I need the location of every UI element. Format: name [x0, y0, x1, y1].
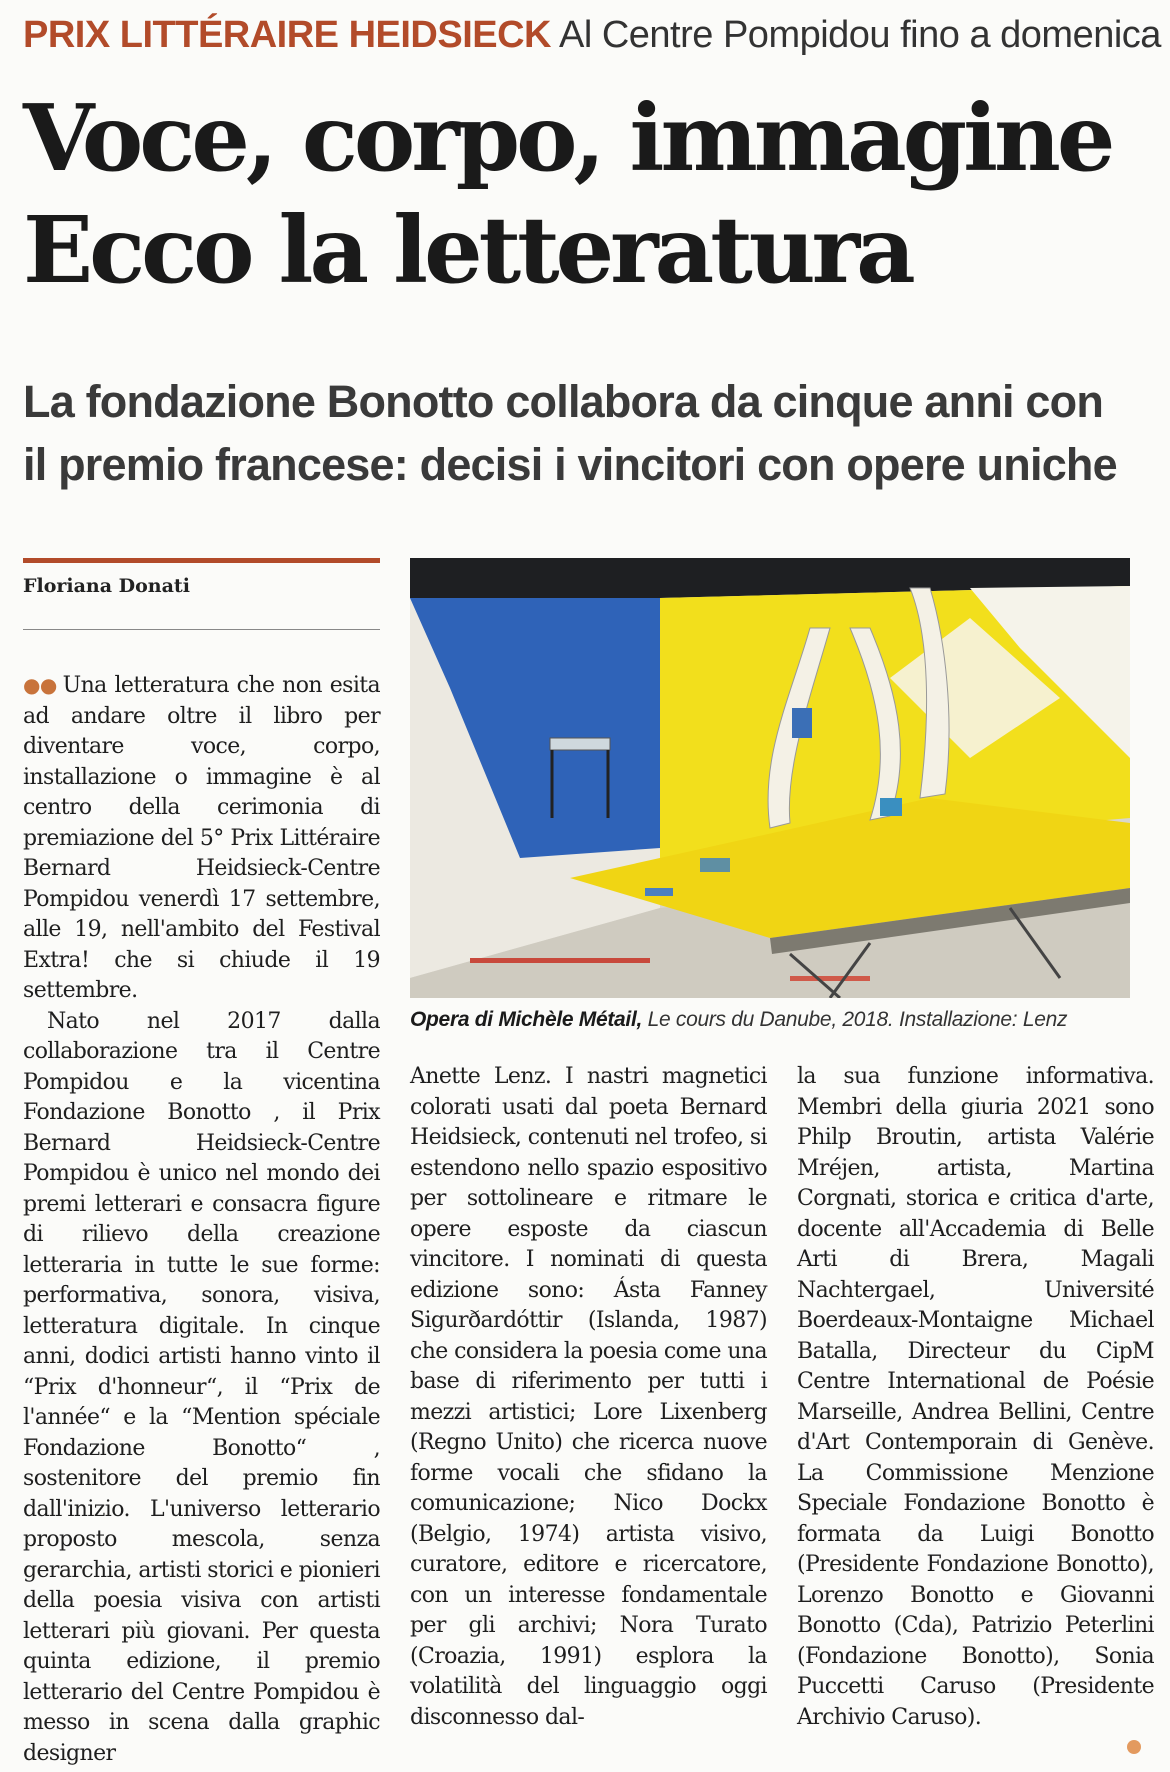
lead-dots-icon: ●●: [23, 673, 57, 697]
caption-credit: Opera di Michèle Métail,: [410, 1008, 643, 1031]
kicker-subtitle: Al Centre Pompidou fino a domenica: [559, 14, 1161, 56]
exhibition-photo: [410, 558, 1130, 998]
headline-line-2: Ecco la letteratura: [23, 196, 912, 304]
headline-line-1: Voce, corpo, immagine: [23, 84, 1112, 192]
headline: [23, 82, 1153, 306]
article-column-1: [23, 670, 380, 1769]
article-paragraph: [23, 670, 380, 1007]
article-paragraph: Anette Lenz. I nastri magnetici colorati usati dal poeta Bernard Heidsieck, contenuti nel trofeo, si estendono nello spazio espositivo per sottolineare e ritmare le opere esposte da ciascun vincitore. I nominati di questa edizione sono: Ásta Fanney Sigurðardóttir (Islanda, 1987) che considera la poesia come una base di riferimento per tutti i mezzi artistici; Lore Lixenberg (Regno Unito) che ricerca nuove forme vocali che sfidano la comunicazione; Nico Dockx (Belgio, 1974) artista visivo, curatore, editore e ricercatore, con un interesse fondamentale per gli archivi; Nora Turato (Croazia, 1991) esplora la volatilità del linguaggio oggi disconnesso dal-: [410, 1064, 767, 1730]
byline: Floriana Donati: [23, 575, 190, 597]
deck-line-2: il premio francese: decisi i vincitori con opere uniche: [23, 439, 1117, 490]
article-column-3: [797, 1062, 1154, 1733]
article-paragraph: Nato nel 2017 dalla collaborazione tra il Centre Pompidou e la vicentina Fondazione Bonotto , il Prix Bernard Heidsieck-Centre Pompidou è unico nel mondo dei premi letterari e consacra figure di rilievo della creazione letteraria in tutte le sue forme: performativa, sonora, visiva, letteratura digitale. In cinque anni, dodici artisti hanno vinto il “Prix d'honneur“, il “Prix de l'année“ e la “Mention spéciale Fondazione Bonotto“ , sostenitore del premio fin dall'inizio. L'universo letterario proposto mescola, senza gerarchia, artisti storici e pionieri della poesia visiva con artisti letterari più giovani. Per questa quinta edizione, il premio letterario del Centre Pompidou è messo in scena dalla graphic designer: [23, 1008, 380, 1766]
deck: [23, 370, 1153, 496]
section-tag: PRIX LITTÉRAIRE HEIDSIECK: [23, 14, 551, 56]
installation-illustration: [410, 558, 1130, 998]
article-lead-text: Una letteratura che non esita ad andare oltre il libro per diventare voce, corpo, installazione o immagine è al centro della cerimonia di premiazione del 5° Prix Littéraire Bernard Heidsieck-Centre Pompidou venerdì 17 settembre, alle 19, nell'ambito del Festival Extra! che si chiude il 19 settembre.: [23, 673, 381, 1003]
byline-rule: [23, 558, 380, 563]
deck-line-1: La fondazione Bonotto collabora da cinque anni con: [23, 376, 1104, 427]
kicker: [23, 10, 1161, 60]
end-mark-icon: [1127, 1740, 1141, 1754]
article-column-2: [410, 1062, 767, 1733]
byline-divider: [23, 629, 380, 630]
article-paragraph: la sua funzione informativa. Membri della giuria 2021 sono Philp Broutin, artista Valérie Mréjen, artista, Martina Corgnati, storica e critica d'arte, docente all'Accademia di Belle Arti di Brera, Magali Nachtergael, Université Boerdeaux-Montaigne Michael Batalla, Directeur du CipM Centre International de Poésie Marseille, Andrea Bellini, Centre d'Art Contemporain di Genève. La Commissione Menzione Speciale Fondazione Bonotto è formata da Luigi Bonotto (Presidente Fondazione Bonotto), Lorenzo Bonotto e Giovanni Bonotto (Cda), Patrizio Peterlini (Fondazione Bonotto), Sonia Puccetti Caruso (Presidente Archivio Caruso).: [797, 1064, 1154, 1730]
caption-text: Le cours du Danube, 2018. Installazione: Lenz: [642, 1008, 1068, 1031]
photo-caption: [410, 1004, 1150, 1036]
